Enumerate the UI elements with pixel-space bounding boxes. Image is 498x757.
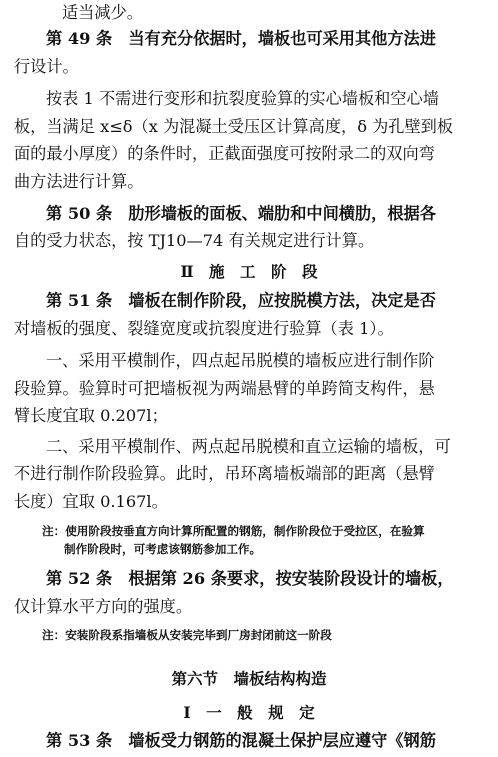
note-line: 制作阶段时，可考虑该钢筋参加工作。	[64, 542, 262, 556]
text-line: 二、采用平模制作、两点起吊脱模和直立运输的墙板，可	[46, 437, 451, 456]
text-line: 适当减少。	[62, 3, 143, 22]
subsection-heading-general: Ⅰ 一 般 规 定	[183, 703, 315, 722]
text-line: 行设计。	[14, 57, 79, 76]
text-line: 面的最小厚度）的条件时，正截面强度可按附录二的双向弯	[14, 144, 435, 163]
text-line: 一、采用平模制作，四点起吊脱模的墙板应进行制作阶	[46, 351, 435, 370]
note-line: 注：使用阶段按垂直方向计算所配置的钢筋，制作阶段位于受拉区，在验算	[42, 524, 425, 538]
text-line: 仅计算水平方向的强度。	[14, 597, 193, 616]
text-line: 按表 1 不需进行变形和抗裂度验算的实心墙板和空心墙	[46, 89, 439, 108]
section-heading-6: 第六节 墙板结构构造	[171, 669, 327, 688]
article-49-line: 第 49 条 当有充分依据时，墙板也可采用其他方法进	[46, 29, 436, 48]
text-line: 段验算。验算时可把墙板视为两端悬臂的单跨简支构件，悬	[14, 379, 435, 398]
article-51-line: 第 51 条 墙板在制作阶段，应按脱模方法，决定是否	[46, 291, 436, 310]
text-line: 板，当满足 x≤δ（x 为混凝土受压区计算高度，δ 为孔壁到板	[14, 117, 454, 136]
text-line: 长度）宜取 0.167l。	[14, 492, 168, 511]
section-heading-construction-stage: Ⅱ 施 工 阶 段	[180, 262, 318, 281]
article-50-line: 第 50 条 肋形墙板的面板、端肋和中间横肋，根据各	[46, 204, 436, 223]
text-line: 自的受力状态，按 TJ10—74 有关规定进行计算。	[14, 231, 375, 250]
text-line: 不进行制作阶段验算。此时，吊环离墙板端部的距离（悬臂	[14, 464, 435, 483]
text-line: 曲方法进行计算。	[14, 172, 144, 191]
note-line: 注：安装阶段系指墙板从安装完毕到厂房封闭前这一阶段	[42, 628, 332, 642]
article-53-line: 第 53 条 墙板受力钢筋的混凝土保护层应遵守《钢筋	[46, 731, 436, 750]
article-52-line: 第 52 条 根据第 26 条要求，按安装阶段设计的墙板，	[46, 569, 454, 588]
text-line: 臂长度宜取 0.207l；	[14, 406, 168, 425]
text-line: 对墙板的强度、裂缝宽度或抗裂度进行验算（表 1）。	[14, 319, 394, 338]
